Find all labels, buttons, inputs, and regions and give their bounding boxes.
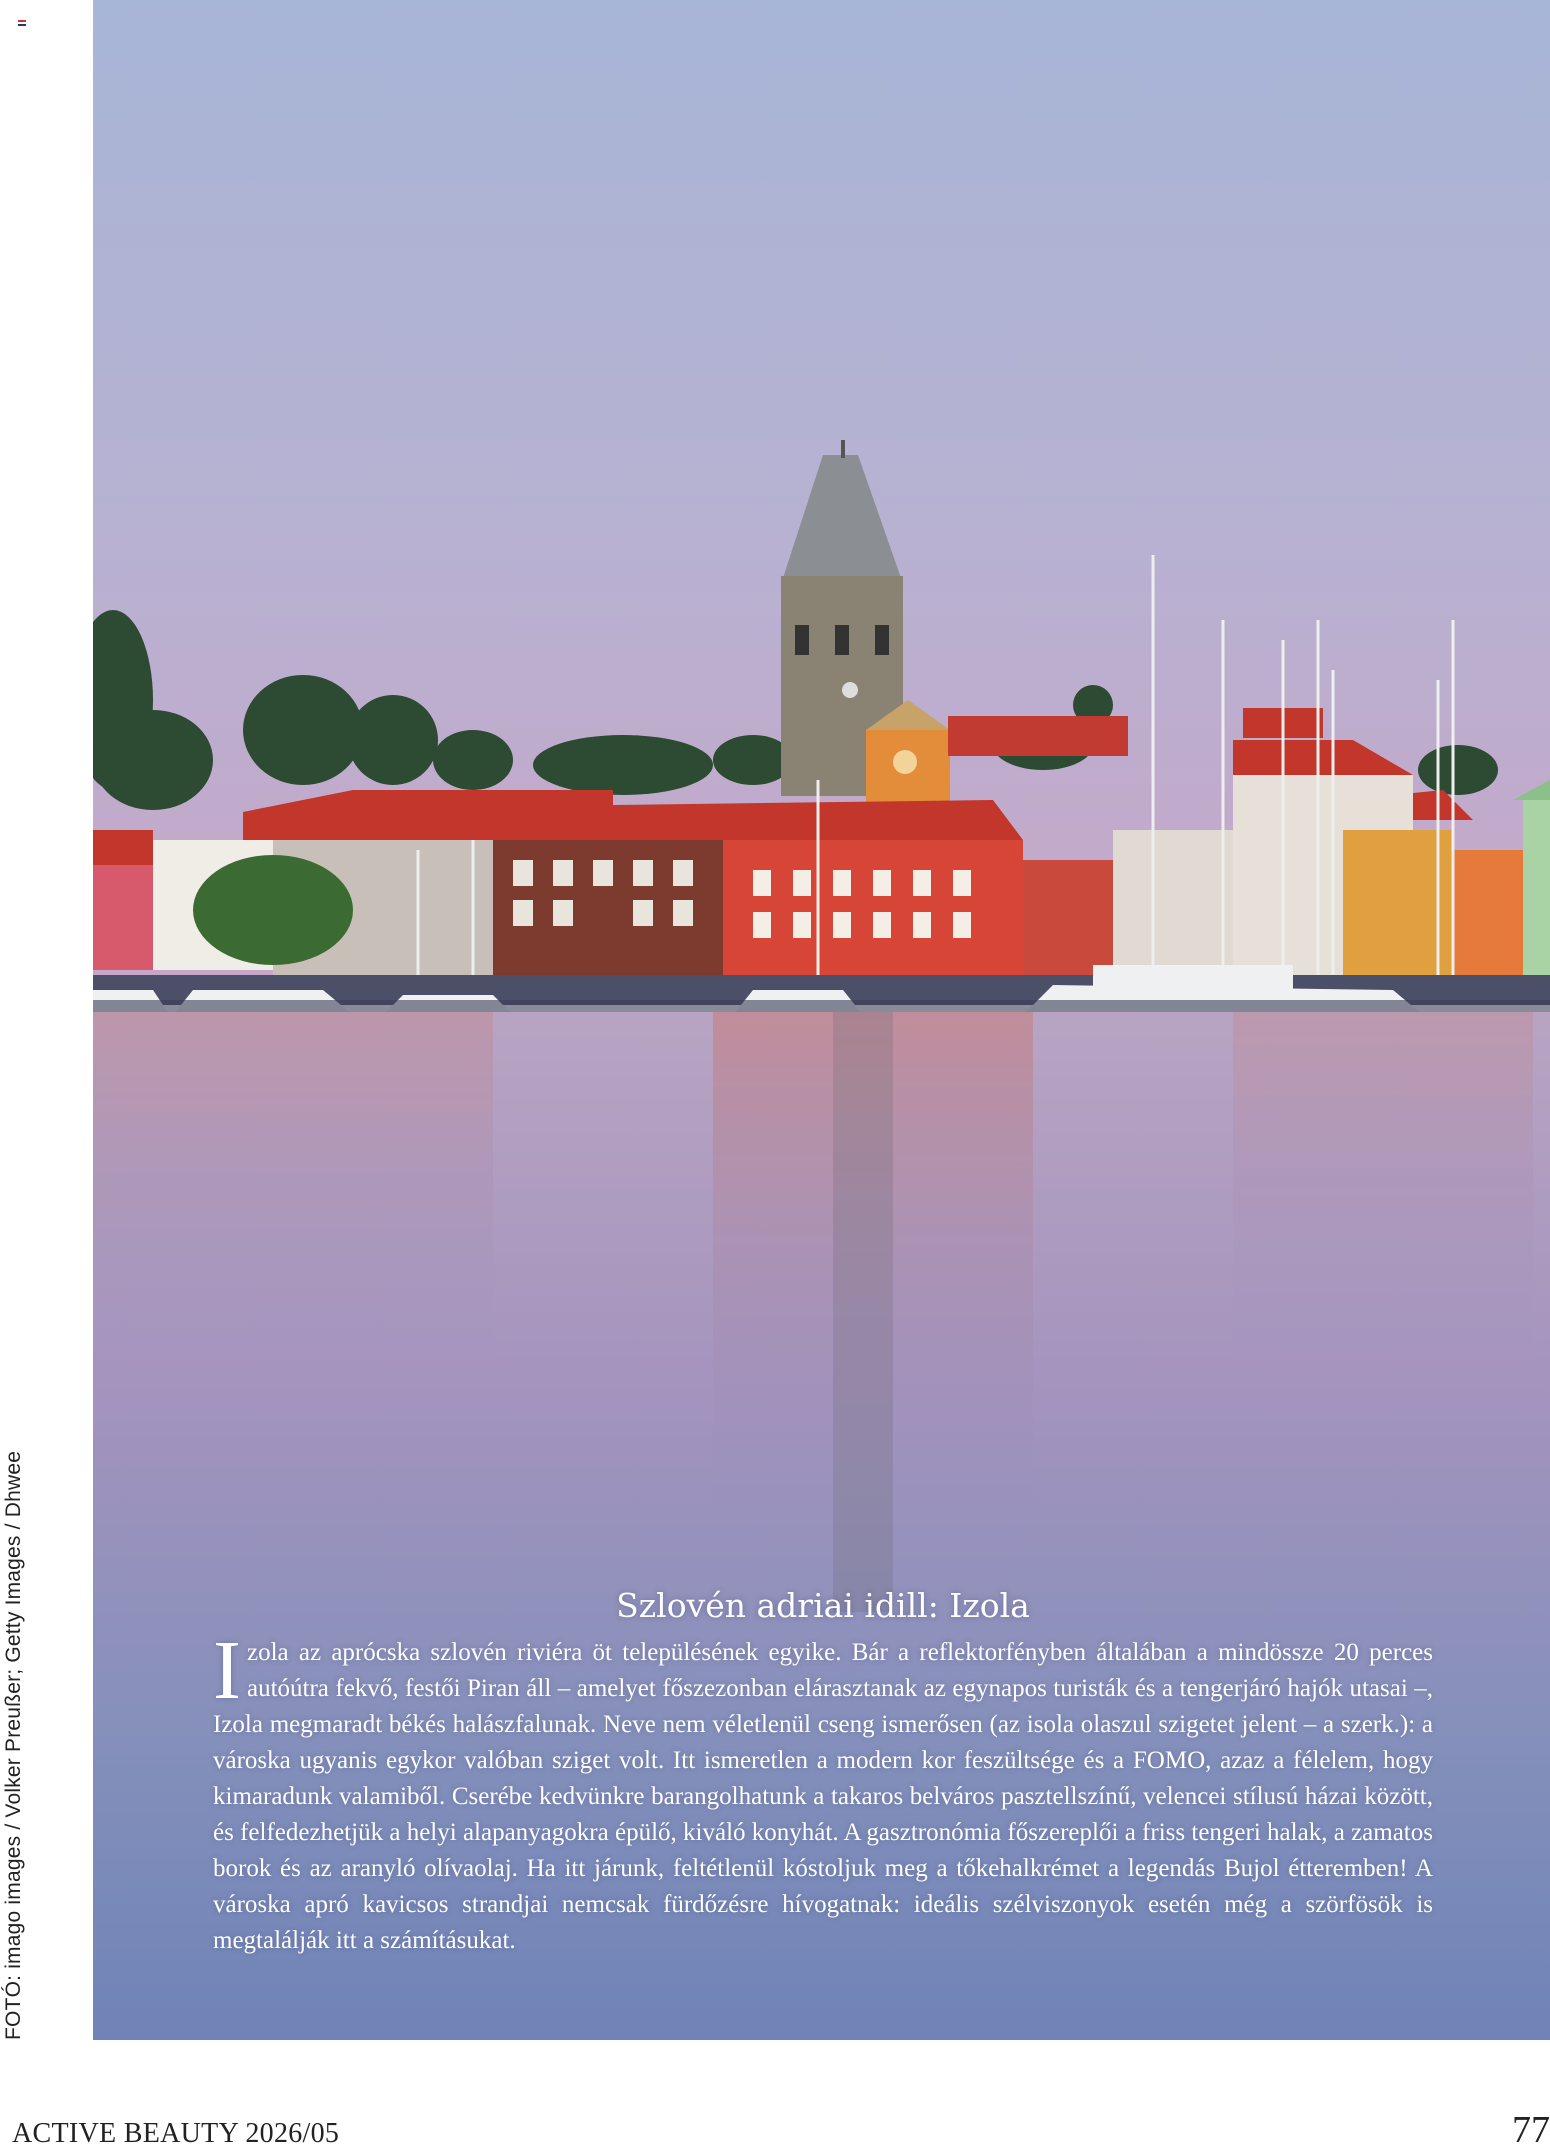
photo-credit: FOTÓ: imago images / Volker Preußer; Getty Images / Dhwee	[2, 1450, 25, 2040]
article-body	[213, 1624, 1433, 1959]
color-mark	[18, 20, 26, 26]
photo-caption	[213, 1586, 1433, 1959]
magazine-issue: ACTIVE BEAUTY 2026/05	[12, 2118, 340, 2149]
drop-cap: I	[213, 1624, 241, 1717]
article-text: zola az aprócska szlovén riviéra öt településének egyike. Bár a reflektorfényben általában a mindössze 20 perces autóútra fekvő, festői Piran áll – amelyet főszezonban elárasztanak az egynapos turisták és a tengerjáró hajók utasai –, Izola megmaradt békés halászfalunak. Neve nem véletlenül cseng ismerősen (az isola olaszul szigetet jelent – a szerk.): a városka ugyanis egykor valóban sziget volt. Itt ismeretlen a modern kor feszültsége és a FOMO, azaz a félelem, hogy kimaradunk valamiből. Cserébe kedvünkre barangolhatunk a takaros belváros pasztellszínű, velencei stílusú házai között, és felfedezhetjük a helyi alapanyagokra épülő, kiváló konyhát. A gasztronómia főszereplői a friss tengeri halak, a zamatos borok és az aranyló olívaolaj. Ha itt járunk, feltétlenül kóstoljuk meg a tőkehalkrémet a legendás Bujol étteremben! A városka apró kavicsos strandjai nemcsak fürdőzésre hívogatnak: ideális szélviszonyok esetén még a szörfösök is megtalálják itt a számításukat.	[213, 1639, 1433, 1954]
page-number: 77	[1512, 2109, 1550, 2151]
article-title: Szlovén adriai idill: Izola	[616, 1586, 1030, 1625]
